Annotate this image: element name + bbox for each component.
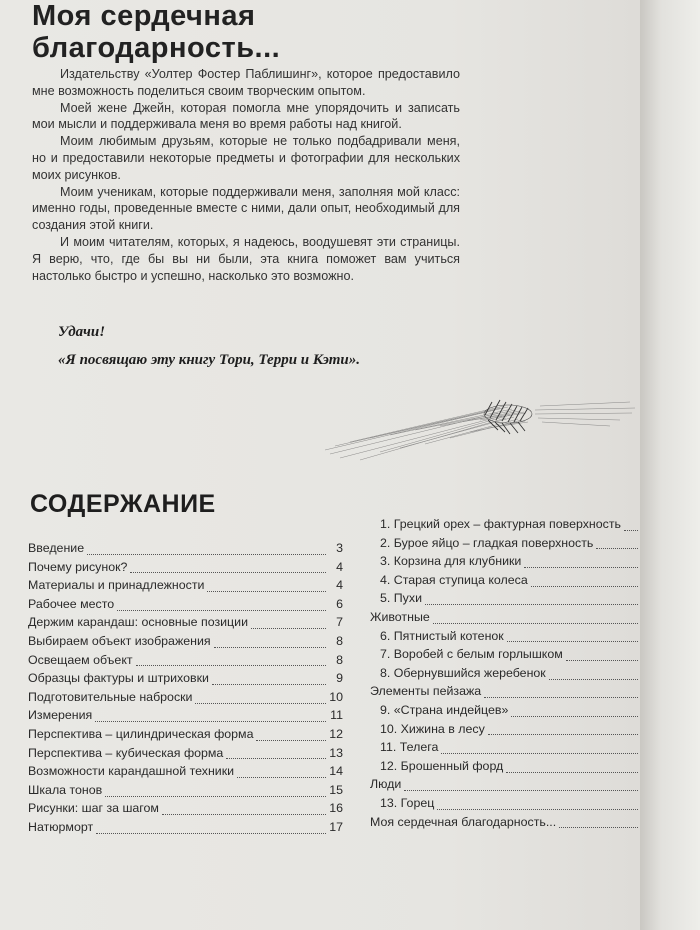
toc-entry-label: 5. Пухи [380,591,422,606]
toc-entry-label: 3. Корзина для клубники [380,554,522,569]
leader-dots [549,679,638,680]
toc-entry [28,541,343,560]
dedication [58,318,360,374]
toc-left-column [28,541,343,839]
toc-entry-page: 17 [329,819,343,834]
toc-entry-label: Освещаем объект [28,652,133,667]
toc-entry-page: 7 [336,615,343,630]
toc-entry [370,722,655,741]
toc-entry [28,746,343,765]
leader-dots [531,586,638,587]
leader-dots [425,604,638,605]
toc-section [370,815,655,834]
toc-entry [370,517,655,536]
leader-dots [511,716,638,717]
leader-dots [214,647,326,648]
toc-entry-label: 12. Брошенный форд [380,758,504,773]
toc-entry-page: 9 [336,671,343,686]
toc-entry-label: Элементы пейзажа [370,684,482,699]
toc-entry-label: Выбираем объект изображения [28,633,211,648]
leader-dots [437,809,638,810]
leader-dots [251,628,326,629]
acknowledgements-text [32,66,460,284]
toc-section [370,610,655,629]
leader-dots [87,554,326,555]
toc-entry [28,671,343,690]
toc-entry [28,820,343,839]
leader-dots [624,530,638,531]
title-line-2: благодарность... [32,32,281,64]
toc-entry-label: Введение [28,541,85,555]
toc-section [370,684,655,703]
toc-entry [28,578,343,597]
toc-entry [28,783,343,802]
toc-entry [370,573,655,592]
toc-entry-page: 14 [329,764,343,779]
toc-entry-label: Рисунки: шаг за шагом [28,801,159,816]
dedication-line: «Я посвящаю эту книгу Тори, Терри и Кэти». [58,352,360,368]
toc-entry [28,708,343,727]
leader-dots [212,684,326,685]
toc-entry-label: 13. Горец [380,795,435,810]
toc-entry-page: 8 [336,633,343,648]
paragraph: Моим ученикам, которые поддерживали меня, заполняя мой класс: именно годы, проведенные вместе с ними, дали опыт, необходимый для создания этой книги. [32,184,460,233]
toc-entry [28,560,343,579]
paragraph: И моим читателям, которых, я надеюсь, воодушевят эти страницы. Я верю, что, где бы вы ни были, эта книга поможет вам учиться настолько быстро и успешно, насколько это возможно. [32,234,460,283]
toc-entry-label: 9. «Страна индейцев» [380,702,509,717]
toc-entry-label: Люди [370,777,402,792]
toc-entry-label: Натюрморт [28,819,94,834]
toc-entry-label: 2. Бурое яйцо – гладкая поверхность [380,535,594,550]
toc-entry-label: 6. Пятнистый котенок [380,628,504,643]
toc-entry [370,703,655,722]
toc-entry-label: Животные [370,609,430,624]
toc-right-column [370,517,655,833]
toc-entry-page: 4 [336,559,343,574]
leader-dots [404,790,638,791]
toc-entry-label: 1. Грецкий орех – фактурная поверхность [380,517,621,531]
toc-entry-page: 4 [336,578,343,593]
toc-entry [28,615,343,634]
toc-entry [370,554,655,573]
toc-entry-page: 16 [329,801,343,816]
toc-entry-label: Возможности карандашной техники [28,764,235,779]
leader-dots [484,697,638,698]
toc-entry-page: 12 [329,726,343,741]
leader-dots [130,572,326,573]
leader-dots [256,740,326,741]
toc-entry [28,801,343,820]
leader-dots [441,753,638,754]
toc-entry [370,591,655,610]
leader-dots [95,721,326,722]
toc-entry-label: Шкала тонов [28,782,103,797]
leader-dots [226,758,326,759]
page-title [32,0,280,64]
leader-dots [507,641,638,642]
leader-dots [237,777,326,778]
toc-entry-page: 8 [336,652,343,667]
toc-entry-label: Рабочее место [28,596,115,611]
leader-dots [506,772,638,773]
toc-entry [370,629,655,648]
toc-entry [370,666,655,685]
leader-dots [105,796,326,797]
toc-entry-label: Подготовительные наброски [28,689,193,704]
paragraph: Издательству «Уолтер Фостер Паблишинг», которое предоставило мне возможность поделиться своим творческим опытом. [32,67,460,98]
toc-entry-label: Материалы и принадлежности [28,578,205,593]
toc-entry [370,796,655,815]
toc-entry-label: Моя сердечная благодарность... [370,814,557,829]
toc-entry-label: 4. Старая ступица колеса [380,572,528,587]
leader-dots [117,610,326,611]
closing-wish: Удачи! [58,324,106,340]
leader-dots [433,623,638,624]
toc-entry-page: 11 [330,708,343,723]
toc-entry-label: Образцы фактуры и штриховки [28,671,209,686]
leader-dots [96,833,326,834]
leader-dots [136,665,326,666]
toc-entry [28,690,343,709]
leader-dots [195,703,326,704]
leader-dots [162,814,326,815]
toc-entry-label: 8. Обернувшийся жеребенок [380,665,546,680]
leader-dots [566,660,638,661]
toc-entry-label: 7. Воробей с белым горлышком [380,647,563,662]
leader-dots [596,548,638,549]
leader-dots [488,734,638,735]
toc-entry [28,727,343,746]
toc-section [370,777,655,796]
title-line-1: Моя сердечная [32,0,256,32]
toc-entry-label: Перспектива – цилиндрическая форма [28,726,254,741]
toc-entry-page: 3 [336,541,343,555]
page-edge-shadow [640,0,700,930]
toc-heading: СОДЕРЖАНИЕ [30,490,216,518]
toc-entry [28,653,343,672]
toc-entry-page: 15 [329,782,343,797]
leader-dots [524,567,638,568]
toc-entry-label: Держим карандаш: основные позиции [28,615,248,630]
toc-entry-label: 10. Хижина в лесу [380,721,485,736]
toc-entry [370,536,655,555]
toc-entry [28,764,343,783]
paragraph: Моим любимым друзьям, которые не только подбадривали меня, но и предоставили некоторые предметы и фотографии для нескольких моих рисунков. [32,134,460,182]
toc-entry-label: Измерения [28,708,93,723]
toc-entry-label: Почему рисунок? [28,559,128,574]
leader-dots [559,827,638,828]
toc-entry [370,740,655,759]
toc-entry [28,634,343,653]
toc-entry [28,597,343,616]
toc-entry-page: 6 [336,596,343,611]
toc-entry [370,647,655,666]
toc-entry [370,759,655,778]
feather-sketch-illustration [320,380,640,470]
leader-dots [207,591,326,592]
toc-entry-label: Перспектива – кубическая форма [28,745,224,760]
paragraph: Моей жене Джейн, которая помогла мне упорядочить и записать мои мысли и поддерживала меня во время работы над книгой. [32,100,460,132]
toc-entry-page: 10 [329,689,343,704]
toc-entry-page: 13 [329,745,343,760]
toc-entry-label: 11. Телега [380,740,439,755]
